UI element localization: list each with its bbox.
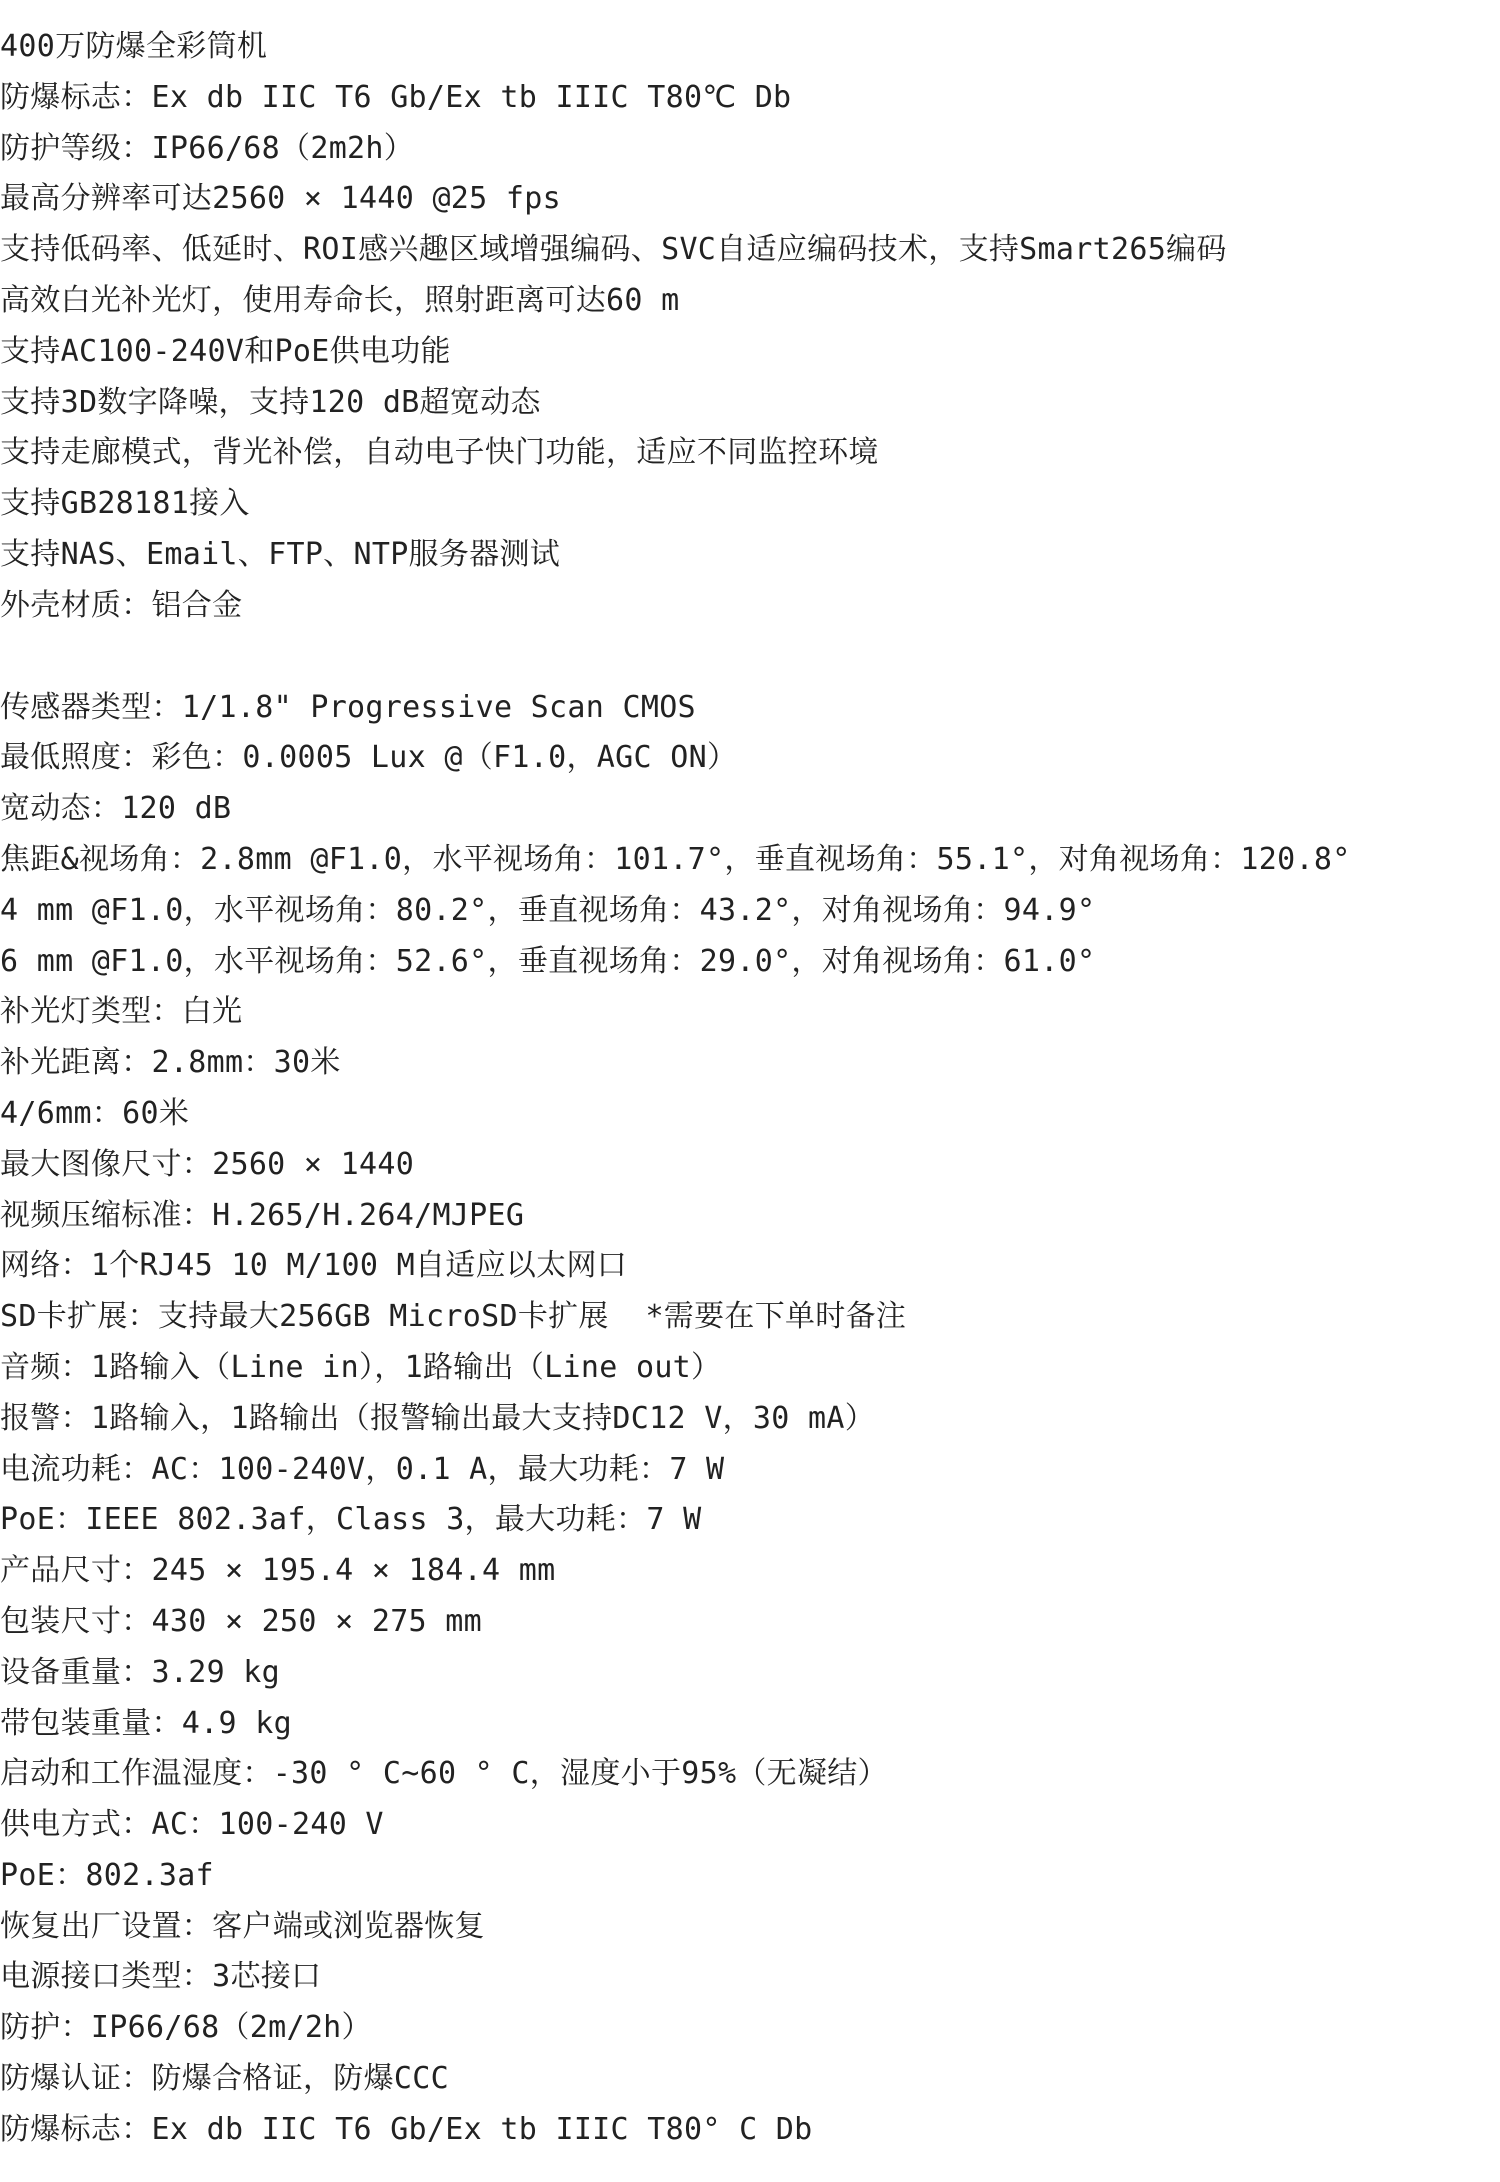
spec-line: 报警：1路输入，1路输出（报警输出最大支持DC12 V，30 mA） <box>0 1400 875 1436</box>
spec-line: 防爆认证：防爆合格证，防爆CCC <box>0 2061 449 2097</box>
spec-line: 启动和工作温湿度：-30 ° C~60 ° C，湿度小于95%（无凝结） <box>0 1756 888 1792</box>
specification-section <box>0 683 1500 2156</box>
spec-line: 电流功耗：AC：100-240V，0.1 A，最大功耗：7 W <box>0 1451 725 1487</box>
product-title: 400万防爆全彩筒机 <box>0 29 268 64</box>
spec-line: 音频：1路输入（Line in），1路输出（Line out） <box>0 1349 722 1385</box>
spec-line: 4/6mm：60米 <box>0 1095 190 1131</box>
spec-line: 传感器类型：1/1.8" Progressive Scan CMOS <box>0 689 696 725</box>
spec-line: 补光距离：2.8mm：30米 <box>0 1045 341 1081</box>
spec-line: SD卡扩展：支持最大256GB MicroSD卡扩展 *需要在下单时备注 <box>0 1299 907 1335</box>
spec-line: 设备重量：3.29 kg <box>0 1654 281 1690</box>
spec-line: 支持3D数字降噪，支持120 dB超宽动态 <box>0 384 541 420</box>
spec-line: 防护：IP66/68（2m/2h） <box>0 2010 372 2046</box>
spec-line: 视频压缩标准：H.265/H.264/MJPEG <box>0 1197 525 1233</box>
spec-line: PoE：IEEE 802.3af，Class 3，最大功耗：7 W <box>0 1502 702 1538</box>
spec-line: 产品尺寸：245 × 195.4 × 184.4 mm <box>0 1553 556 1589</box>
spec-line: 支持GB28181接入 <box>0 486 250 522</box>
spec-line: 电源接口类型：3芯接口 <box>0 1959 322 1995</box>
spec-line: 网络：1个RJ45 10 M/100 M自适应以太网口 <box>0 1248 628 1284</box>
spec-line: 最高分辨率可达2560 × 1440 @25 fps <box>0 181 561 217</box>
spec-line: 最大图像尺寸：2560 × 1440 <box>0 1146 415 1182</box>
spec-line: 补光灯类型：白光 <box>0 994 243 1030</box>
spec-line: 高效白光补光灯，使用寿命长，照射距离可达60 m <box>0 282 680 318</box>
spec-line: 防爆标志：Ex db IIC T6 Gb/Ex tb IIIC T80° C Db <box>0 2111 813 2147</box>
spec-line: 支持低码率、低延时、ROI感兴趣区域增强编码、SVC自适应编码技术，支持Smart265编码 <box>0 232 1227 268</box>
spec-line: 外壳材质：铝合金 <box>0 587 243 623</box>
spec-line: 供电方式：AC：100-240 V <box>0 1807 384 1843</box>
feature-section <box>0 22 1500 632</box>
spec-line: 支持AC100-240V和PoE供电功能 <box>0 333 451 369</box>
spec-document <box>0 22 1500 2156</box>
spec-line: 4 mm @F1.0，水平视场角：80.2°，垂直视场角：43.2°，对角视场角：94.9° <box>0 892 1096 928</box>
spec-line: 支持走廊模式，背光补偿，自动电子快门功能，适应不同监控环境 <box>0 435 879 471</box>
spec-line: 包装尺寸：430 × 250 × 275 mm <box>0 1603 483 1639</box>
spec-line: 带包装重量：4.9 kg <box>0 1705 292 1741</box>
spec-line: 支持NAS、Email、FTP、NTP服务器测试 <box>0 536 561 572</box>
spec-line: 最低照度：彩色：0.0005 Lux @（F1.0，AGC ON） <box>0 740 738 776</box>
section-gap <box>0 632 1500 683</box>
spec-line: PoE：802.3af <box>0 1857 214 1893</box>
spec-line: 恢复出厂设置：客户端或浏览器恢复 <box>0 1908 485 1944</box>
spec-line: 焦距&视场角：2.8mm @F1.0，水平视场角：101.7°，垂直视场角：55.1°，对角视场角：120.8° <box>0 841 1351 877</box>
spec-line: 宽动态：120 dB <box>0 791 232 827</box>
spec-line: 6 mm @F1.0，水平视场角：52.6°，垂直视场角：29.0°，对角视场角：61.0° <box>0 943 1096 979</box>
spec-line: 防护等级：IP66/68（2m2h） <box>0 130 415 166</box>
spec-line: 防爆标志：Ex db IIC T6 Gb/Ex tb IIIC T80℃ Db <box>0 79 792 115</box>
